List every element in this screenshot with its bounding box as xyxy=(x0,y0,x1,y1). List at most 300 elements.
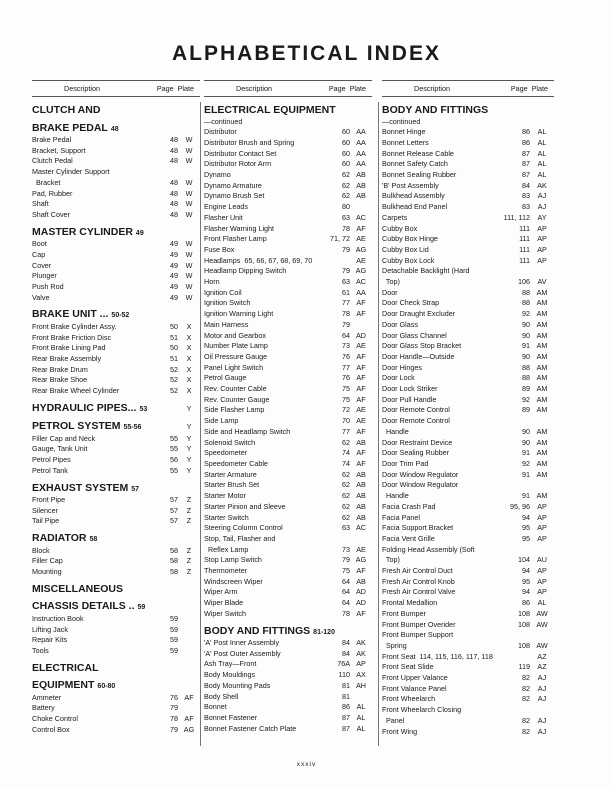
entry-plate: AW xyxy=(536,640,548,650)
entry-description: Door xyxy=(382,287,398,297)
entry-plate: AM xyxy=(536,287,548,297)
entry-page: 111 xyxy=(519,244,530,254)
entry-plate: AJ xyxy=(537,715,547,725)
entry-page: 94 xyxy=(522,512,530,522)
entry-plate: X xyxy=(186,375,192,385)
entry-plate: AL xyxy=(537,170,547,180)
entry-plate: X xyxy=(186,332,192,342)
entry-page: 76 xyxy=(342,351,350,361)
entry-page: 49 xyxy=(170,292,178,302)
entry-plate: AM xyxy=(536,351,548,361)
entry-description: Cubby Box Hinge xyxy=(382,234,438,244)
entry-plate: W xyxy=(185,199,193,209)
entry-page: 108 xyxy=(518,619,530,629)
entry-plate: AA xyxy=(356,127,366,137)
entry-description: Flasher Warning Light xyxy=(204,223,275,233)
entry-description: Valve xyxy=(32,292,50,302)
entry-plate: AB xyxy=(356,170,366,180)
section-title: CLUTCH AND xyxy=(32,104,101,116)
entry-plate: AB xyxy=(356,576,366,586)
entry-plate: AM xyxy=(536,298,548,308)
entry-plate: AP xyxy=(356,659,366,669)
index-entry xyxy=(204,373,372,384)
entry-page: 71, 72 xyxy=(330,234,350,244)
index-entry xyxy=(382,363,554,374)
entry-plate: AM xyxy=(536,459,548,468)
entry-description: Front Bumper xyxy=(382,608,426,618)
entry-page: 87 xyxy=(522,148,530,158)
entry-description: Bonnet Fastener Catch Plate xyxy=(204,723,297,733)
index-entry xyxy=(204,638,372,649)
index-entry xyxy=(382,513,554,524)
entry-page: 62 xyxy=(342,170,350,180)
entry-page: 48 xyxy=(170,156,178,166)
entry-description: Petrol Pipes xyxy=(32,455,71,465)
entry-page: 49 xyxy=(170,249,178,259)
entry-page: 48 xyxy=(170,177,178,187)
index-entry xyxy=(382,245,554,256)
entry-page: 90 xyxy=(522,437,530,447)
entry-description: Cubby Box Lid xyxy=(382,244,429,254)
index-entry xyxy=(32,322,200,333)
entry-plate: AA xyxy=(356,287,366,297)
entry-plate: AB xyxy=(356,191,366,201)
column-header xyxy=(382,80,554,97)
entry-page: 94 xyxy=(522,566,530,576)
entry-page: 84 xyxy=(522,180,530,190)
entry-description: Handle xyxy=(382,491,409,501)
index-entry xyxy=(204,159,372,170)
entry-page: 60 xyxy=(342,159,350,169)
entry-page: 64 xyxy=(342,598,350,608)
index-entry xyxy=(32,189,200,200)
index-entry xyxy=(32,703,200,714)
section-title: HYDRAULIC PIPES... xyxy=(32,401,137,414)
entry-description: Number Plate Lamp xyxy=(204,341,268,351)
index-entry xyxy=(382,149,554,160)
section-heading xyxy=(32,601,200,614)
index-entry xyxy=(382,341,554,352)
entry-plate: AP xyxy=(537,223,547,233)
index-entry xyxy=(204,384,372,395)
index-entry xyxy=(204,405,372,416)
entry-page: 57 xyxy=(170,505,178,515)
entry-page: 86 xyxy=(522,137,530,147)
entry-plate: AY xyxy=(537,212,547,222)
entry-plate: AJ xyxy=(537,694,547,704)
entry-description: Tools xyxy=(32,645,49,655)
entry-page: 91 xyxy=(522,448,530,458)
section-heading xyxy=(32,584,200,596)
entry-description: Wiper Switch xyxy=(204,608,246,618)
index-entry xyxy=(382,298,554,309)
entry-plate: AH xyxy=(356,680,366,690)
entry-plate: AF xyxy=(184,692,194,702)
entry-description: Thermometer xyxy=(204,566,248,576)
entry-page: 78 xyxy=(342,608,350,618)
entry-plate: AF xyxy=(356,362,366,372)
entry-description: Door Window Regulator xyxy=(382,469,459,479)
index-entry xyxy=(204,491,372,502)
entry-description: Bonnet Safety Catch xyxy=(382,159,448,169)
entry-page: 56 xyxy=(170,455,178,465)
entry-description: Front Pipe xyxy=(32,495,66,505)
index-entry xyxy=(382,170,554,181)
index-entry xyxy=(382,159,554,170)
entry-plate: AJ xyxy=(537,683,547,693)
entry-description: Starter Armature xyxy=(204,469,257,479)
section-title: PETROL SYSTEM xyxy=(32,420,121,433)
index-entry xyxy=(382,277,554,288)
entry-description: Headlamps 65, 66, 67, 68, 69, 70 xyxy=(204,255,313,265)
index-entry xyxy=(204,181,372,192)
entry-description: Door Restraint Device xyxy=(382,437,453,447)
entry-page: 119 xyxy=(518,662,530,672)
section-page-range: 57 xyxy=(131,485,140,493)
entry-description: Wiper Arm xyxy=(204,587,238,597)
entry-description: Petrol Tank xyxy=(32,465,68,475)
entry-plate: AM xyxy=(536,362,548,372)
entry-page: 108 xyxy=(518,608,530,618)
entry-description: Ash Tray—Front xyxy=(204,659,257,669)
entry-description: Oil Pressure Gauge xyxy=(204,351,268,361)
index-entry xyxy=(204,213,372,224)
index-entry xyxy=(204,170,372,181)
entry-plate: Z xyxy=(186,505,192,515)
index-entry xyxy=(32,635,200,646)
entry-page: 60 xyxy=(342,148,350,158)
entry-description: Door Check Strap xyxy=(382,298,440,308)
index-entry xyxy=(382,191,554,202)
entry-page: 79 xyxy=(342,266,350,276)
section-title: BRAKE PEDAL xyxy=(32,121,108,134)
index-entry xyxy=(204,395,372,406)
index-entry xyxy=(382,652,554,663)
entry-plate: AP xyxy=(537,512,547,522)
index-entry xyxy=(204,331,372,342)
index-entry xyxy=(204,702,372,713)
index-entry xyxy=(382,352,554,363)
entry-page: 84 xyxy=(342,638,350,648)
entry-description: Choke Control xyxy=(32,714,78,724)
entry-page: 60 xyxy=(342,127,350,137)
entry-plate: Y xyxy=(186,465,192,475)
entry-description: Gauge, Tank Unit xyxy=(32,444,88,454)
entry-page: 63 xyxy=(342,523,350,533)
index-entry xyxy=(382,288,554,299)
continued-label: —continued xyxy=(382,116,421,126)
entry-description: Silencer xyxy=(32,505,58,515)
entry-description: Block xyxy=(32,545,50,555)
entry-description: Ammeter xyxy=(32,692,62,702)
entry-page: 77 xyxy=(342,298,350,308)
index-entry xyxy=(382,266,554,277)
entry-plate: AF xyxy=(356,448,366,458)
entry-description: Stop Lamp Switch xyxy=(204,555,262,565)
entry-plate: AK xyxy=(356,648,366,658)
entry-description: Door Sealing Rubber xyxy=(382,448,450,458)
entry-description: Master Cylinder Support xyxy=(32,167,110,177)
index-entry xyxy=(32,495,200,506)
section-heading xyxy=(32,123,200,136)
index-entry xyxy=(32,506,200,517)
entry-page: 82 xyxy=(522,683,530,693)
entry-page: 86 xyxy=(522,598,530,608)
entry-page: 63 xyxy=(342,212,350,222)
entry-page: 94 xyxy=(522,587,530,597)
entry-description: Rev. Counter Cable xyxy=(204,384,267,394)
entry-description: Cover xyxy=(32,260,52,270)
index-entry xyxy=(32,725,200,736)
entry-plate: AM xyxy=(536,384,548,394)
index-entry xyxy=(204,724,372,735)
entry-description: Door Trim Pad xyxy=(382,459,429,468)
entry-description: Wiper Blade xyxy=(204,598,244,608)
entry-page: 59 xyxy=(170,635,178,645)
entry-description: Starter Switch xyxy=(204,512,249,522)
entry-plate: X xyxy=(186,343,192,353)
entry-plate: AV xyxy=(537,277,547,287)
section-plate: Y xyxy=(186,422,192,432)
entry-description: Speedometer xyxy=(204,448,248,458)
entry-description: Solenoid Switch xyxy=(204,437,256,447)
entry-description: Front Flasher Lamp xyxy=(204,234,267,244)
index-entry xyxy=(382,331,554,342)
entry-description: Facia Vent Grille xyxy=(382,533,435,543)
entry-page: 70 xyxy=(342,416,350,426)
entry-description: Panel xyxy=(382,715,405,725)
index-entry xyxy=(32,146,200,157)
entry-plate: AB xyxy=(356,501,366,511)
entry-page: 111 xyxy=(519,223,530,233)
index-entry xyxy=(382,309,554,320)
entry-description: Filler Cap xyxy=(32,556,63,566)
entry-page: 110 xyxy=(338,670,350,680)
section-page-range: 53 xyxy=(139,405,148,413)
index-entry xyxy=(382,202,554,213)
entry-description: Front Bumper Overider xyxy=(382,619,456,629)
index-entry xyxy=(382,213,554,224)
entry-description: Ignition Coil xyxy=(204,287,242,297)
entry-page: 111, 112 xyxy=(503,212,530,222)
index-entry xyxy=(32,455,200,466)
header-description: Description xyxy=(64,84,100,93)
entry-page: 55 xyxy=(170,465,178,475)
index-entry xyxy=(204,234,372,245)
entry-description: Door Pull Handle xyxy=(382,394,437,404)
index-entry xyxy=(32,386,200,397)
entry-page: 87 xyxy=(342,712,350,722)
index-entry xyxy=(382,684,554,695)
entry-page: 62 xyxy=(342,491,350,501)
entry-description: Facia Crash Pad xyxy=(382,501,436,511)
column-header xyxy=(204,80,372,97)
section-heading xyxy=(32,421,200,434)
entry-page: 62 xyxy=(342,180,350,190)
entry-description: Folding Head Assembly (Soft xyxy=(382,544,475,554)
entry-description: Bracket, Support xyxy=(32,145,86,155)
entry-plate: AL xyxy=(537,137,547,147)
entry-plate: AX xyxy=(356,670,366,680)
index-entry xyxy=(382,459,554,470)
entry-plate: AP xyxy=(537,255,547,265)
index-entry xyxy=(204,448,372,459)
index-entry xyxy=(204,224,372,235)
index-entry xyxy=(32,646,200,657)
entry-description: Fuse Box xyxy=(204,244,235,254)
index-entry xyxy=(382,224,554,235)
entry-plate: AP xyxy=(537,501,547,511)
entry-description: Cubby Box Lock xyxy=(382,255,435,265)
entry-plate: AE xyxy=(356,341,366,351)
column-divider xyxy=(200,102,201,746)
entry-description: Door Remote Control xyxy=(382,405,450,415)
header-page: Page xyxy=(510,84,528,93)
index-entry xyxy=(32,614,200,625)
entry-page: 64 xyxy=(342,576,350,586)
entry-page: 51 xyxy=(170,353,178,363)
index-entry xyxy=(382,566,554,577)
entry-plate: X xyxy=(186,353,192,363)
entry-plate: AF xyxy=(356,394,366,404)
section-heading xyxy=(382,105,554,117)
index-entry xyxy=(204,202,372,213)
entry-plate: AL xyxy=(537,159,547,169)
entry-plate: AE xyxy=(356,255,366,265)
entry-description: Front Brake Lining Pad xyxy=(32,343,106,353)
entry-page: 55 xyxy=(170,433,178,443)
index-entry xyxy=(204,534,372,545)
index-entry xyxy=(382,694,554,705)
entry-plate: AM xyxy=(536,491,548,501)
entry-plate: AP xyxy=(537,576,547,586)
index-column-3 xyxy=(382,80,554,737)
entry-description: Front Seat Slide xyxy=(382,662,434,672)
entry-description: Tail Pipe xyxy=(32,516,60,526)
index-entry xyxy=(204,681,372,692)
entry-description: Front Brake Friction Disc xyxy=(32,332,112,342)
entry-plate: Y xyxy=(186,444,192,454)
index-column-2 xyxy=(204,80,372,734)
entry-page: 63 xyxy=(342,277,350,287)
entry-page: 49 xyxy=(170,281,178,291)
entry-plate: Z xyxy=(186,516,192,526)
entry-page: 49 xyxy=(170,260,178,270)
index-entry xyxy=(32,282,200,293)
entry-page: 52 xyxy=(170,364,178,374)
entry-description: Instruction Book xyxy=(32,613,84,623)
entry-plate: AF xyxy=(184,714,194,724)
index-entry xyxy=(32,714,200,725)
entry-description: Petrol Gauge xyxy=(204,373,247,383)
entry-page: 75 xyxy=(342,384,350,394)
entry-page: 50 xyxy=(170,343,178,353)
section-page-range: 55-56 xyxy=(123,424,142,432)
index-entry xyxy=(32,261,200,272)
index-entry xyxy=(382,480,554,491)
entry-description: Front Upper Valance xyxy=(382,673,448,683)
index-entry xyxy=(204,577,372,588)
entry-plate: AF xyxy=(356,373,366,383)
entry-plate: Z xyxy=(186,545,192,555)
header-plate: Plate xyxy=(349,84,366,93)
index-entry xyxy=(32,375,200,386)
entry-description: Door Handle—Outside xyxy=(382,351,455,361)
index-entry xyxy=(382,438,554,449)
entry-description: Front Valance Panel xyxy=(382,683,447,693)
section-page-range: 50-52 xyxy=(111,312,130,320)
entry-page: 79 xyxy=(342,244,350,254)
index-entry xyxy=(32,156,200,167)
entry-page: 78 xyxy=(170,714,178,724)
section-heading xyxy=(32,105,200,117)
entry-page: 74 xyxy=(342,448,350,458)
index-entry xyxy=(32,178,200,189)
header-plate: Plate xyxy=(531,84,548,93)
entry-description: 'A' Post Inner Assembly xyxy=(204,638,280,648)
entry-description: Front Wing xyxy=(382,726,418,736)
entry-page: 62 xyxy=(342,512,350,522)
entry-description: Repair Kits xyxy=(32,635,68,645)
entry-page: 90 xyxy=(522,330,530,340)
entry-page: 78 xyxy=(342,309,350,319)
index-entry xyxy=(204,523,372,534)
entry-page: 49 xyxy=(170,239,178,249)
entry-description: Door Lock xyxy=(382,373,415,383)
entry-page: 87 xyxy=(342,723,350,733)
entry-description: Door Glass Stop Bracket xyxy=(382,341,462,351)
index-entry xyxy=(382,545,554,556)
index-entry xyxy=(32,135,200,146)
index-entry xyxy=(382,470,554,481)
index-entry xyxy=(382,138,554,149)
entry-page: 95 xyxy=(522,533,530,543)
entry-description: Panel Light Switch xyxy=(204,362,264,372)
index-entry xyxy=(204,438,372,449)
section-title: RADIATOR xyxy=(32,532,87,545)
entry-page: 88 xyxy=(522,298,530,308)
entry-description: Handle xyxy=(382,426,409,436)
entry-plate: AE xyxy=(356,234,366,244)
entry-page: 57 xyxy=(170,495,178,505)
entry-plate: AP xyxy=(537,587,547,597)
entry-plate: AK xyxy=(537,180,547,190)
index-entry xyxy=(32,343,200,354)
index-entry xyxy=(382,256,554,267)
index-entry xyxy=(204,692,372,703)
entry-plate: AM xyxy=(536,469,548,479)
entry-description: Facia Panel xyxy=(382,512,420,522)
entry-page: 92 xyxy=(522,394,530,404)
entry-description: Frontal Medallion xyxy=(382,598,438,608)
entry-plate: AL xyxy=(356,702,366,712)
entry-description: Front Bumper Support xyxy=(382,630,454,640)
entry-page: 80 xyxy=(342,202,350,212)
entry-plate: AP xyxy=(537,566,547,576)
entry-plate: AJ xyxy=(537,726,547,736)
entry-plate: AM xyxy=(536,330,548,340)
entry-page: 90 xyxy=(522,351,530,361)
index-entry xyxy=(204,149,372,160)
entry-page: 106 xyxy=(518,277,530,287)
entry-page: 64 xyxy=(342,587,350,597)
entry-plate: AE xyxy=(356,416,366,426)
entry-description: Detachable Backlight (Hard xyxy=(382,266,470,276)
entry-description: Rear Brake Shoe xyxy=(32,375,88,385)
entry-plate: AG xyxy=(355,266,367,276)
entry-page: 52 xyxy=(170,375,178,385)
entry-description: Front Wheelarch Closing xyxy=(382,705,462,715)
